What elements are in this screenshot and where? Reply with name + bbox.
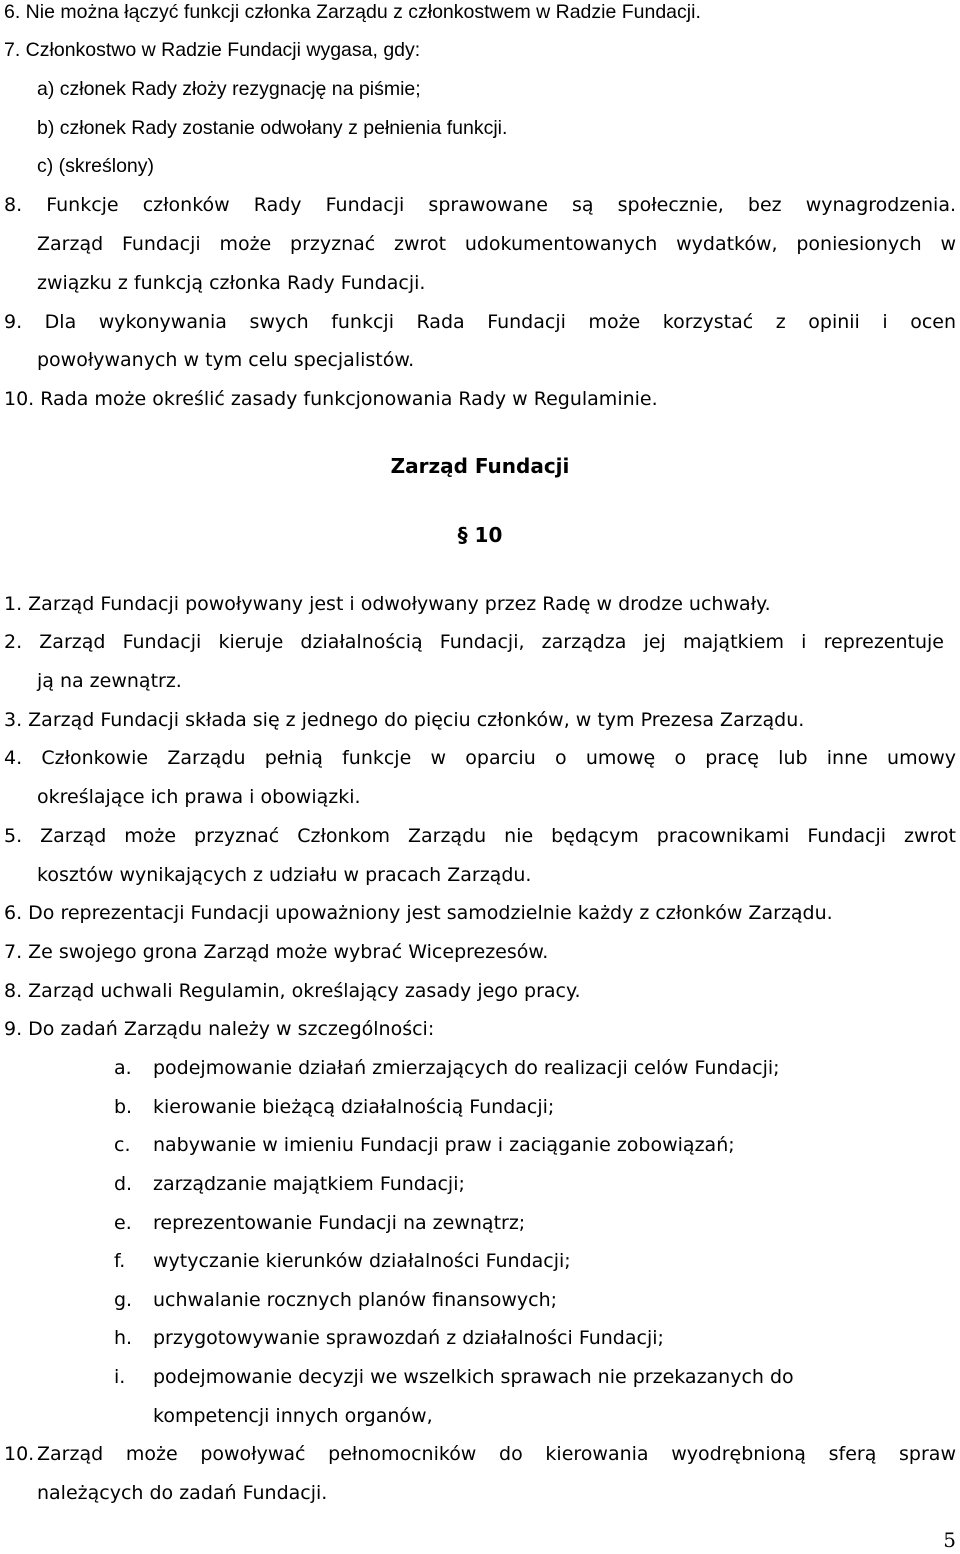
zarzad-point-5: 5. Zarząd może przyznać Członkom Zarządu nie będącym pracownikami Fundacji zwrot — [4, 825, 956, 847]
point-8-rada: 8. Funkcje członków Rady Fundacji sprawowane są społecznie, bez wynagrodzenia. — [4, 194, 956, 216]
point-6-rada: 6. Nie można łączyć funkcji członka Zarządu z członkostwem w Radzie Fundacji. — [4, 1, 701, 23]
point-7-rada: 7. Członkostwo w Radzie Fundacji wygasa, gdy: — [4, 39, 421, 61]
point-8-rada-cont2: związku z funkcją członka Rady Fundacji. — [37, 272, 426, 294]
section-mark — [0, 522, 960, 548]
task-letter: b. — [114, 1096, 133, 1118]
task-text: uchwalanie rocznych planów finansowych; — [153, 1289, 558, 1311]
zarzad-point-5-cont: kosztów wynikających z udziału w pracach Zarządu. — [37, 864, 532, 886]
zarzad-point-4: 4. Członkowie Zarządu pełnią funkcje w oparciu o umowę o pracę lub inne umowy — [4, 747, 956, 769]
task-text: podejmowanie działań zmierzających do realizacji celów Fundacji; — [153, 1057, 780, 1079]
zarzad-point-1: 1. Zarząd Fundacji powoływany jest i odwoływany przez Radę w drodze uchwały. — [4, 593, 771, 615]
task-letter: h. — [114, 1327, 133, 1349]
section-title: Zarząd Fundacji — [390, 454, 570, 478]
task-text: nabywanie w imieniu Fundacji praw i zaciąganie zobowiązań; — [153, 1134, 735, 1156]
task-text-cont: kompetencji innych organów, — [153, 1405, 433, 1427]
task-letter: g. — [114, 1289, 133, 1311]
task-text: wytyczanie kierunków działalności Fundacji; — [153, 1250, 571, 1272]
zarzad-point-9: 9. Do zadań Zarządu należy w szczególności: — [4, 1018, 435, 1040]
point-9-rada: 9. Dla wykonywania swych funkcji Rada Fundacji może korzystać z opinii i ocen — [4, 311, 956, 333]
task-text: zarządzanie majątkiem Fundacji; — [153, 1173, 465, 1195]
task-letter: f. — [114, 1250, 126, 1272]
zarzad-point-10-number: 10. — [4, 1443, 35, 1465]
zarzad-point-4-cont: określające ich prawa i obowiązki. — [37, 786, 361, 808]
task-letter: i. — [114, 1366, 126, 1388]
point-7b-rada: b) członek Rady zostanie odwołany z pełnienia funkcji. — [37, 117, 508, 139]
zarzad-point-10: Zarząd może powoływać pełnomocników do kierowania wyodrębnioną sferą spraw — [37, 1443, 956, 1465]
point-8-rada-cont: Zarząd Fundacji może przyznać zwrot udokumentowanych wydatków, poniesionych w — [37, 233, 956, 255]
point-9-rada-cont: powoływanych w tym celu specjalistów. — [37, 349, 415, 371]
task-letter: c. — [114, 1134, 131, 1156]
point-7a-rada: a) członek Rady złoży rezygnację na piśmie; — [37, 78, 421, 100]
task-text: podejmowanie decyzji we wszelkich sprawach nie przekazanych do — [153, 1366, 794, 1388]
zarzad-point-6: 6. Do reprezentacji Fundacji upoważniony jest samodzielnie każdy z członków Zarządu. — [4, 902, 833, 924]
task-letter: e. — [114, 1212, 132, 1234]
task-text: kierowanie bieżącą działalnością Fundacji; — [153, 1096, 555, 1118]
zarzad-point-8: 8. Zarząd uchwali Regulamin, określający zasady jego pracy. — [4, 980, 581, 1002]
zarzad-point-10-cont: należących do zadań Fundacji. — [37, 1482, 328, 1504]
paragraph-mark: § 10 — [457, 523, 503, 547]
zarzad-point-7: 7. Ze swojego grona Zarząd może wybrać Wiceprezesów. — [4, 941, 549, 963]
task-letter: d. — [114, 1173, 133, 1195]
task-text: reprezentowanie Fundacji na zewnątrz; — [153, 1212, 526, 1234]
task-letter: a. — [114, 1057, 132, 1079]
task-text: przygotowywanie sprawozdań z działalności Fundacji; — [153, 1327, 664, 1349]
point-10-rada: 10. Rada może określić zasady funkcjonowania Rady w Regulaminie. — [4, 388, 658, 410]
zarzad-point-2-cont: ją na zewnątrz. — [37, 670, 182, 692]
page-number: 5 — [943, 1528, 956, 1552]
zarzad-point-3: 3. Zarząd Fundacji składa się z jednego do pięciu członków, w tym Prezesa Zarządu. — [4, 709, 805, 731]
point-7c-rada: c) (skreślony) — [37, 155, 155, 177]
zarzad-point-2: 2. Zarząd Fundacji kieruje działalnością Fundacji, zarządza jej majątkiem i reprezentuje — [4, 631, 944, 653]
